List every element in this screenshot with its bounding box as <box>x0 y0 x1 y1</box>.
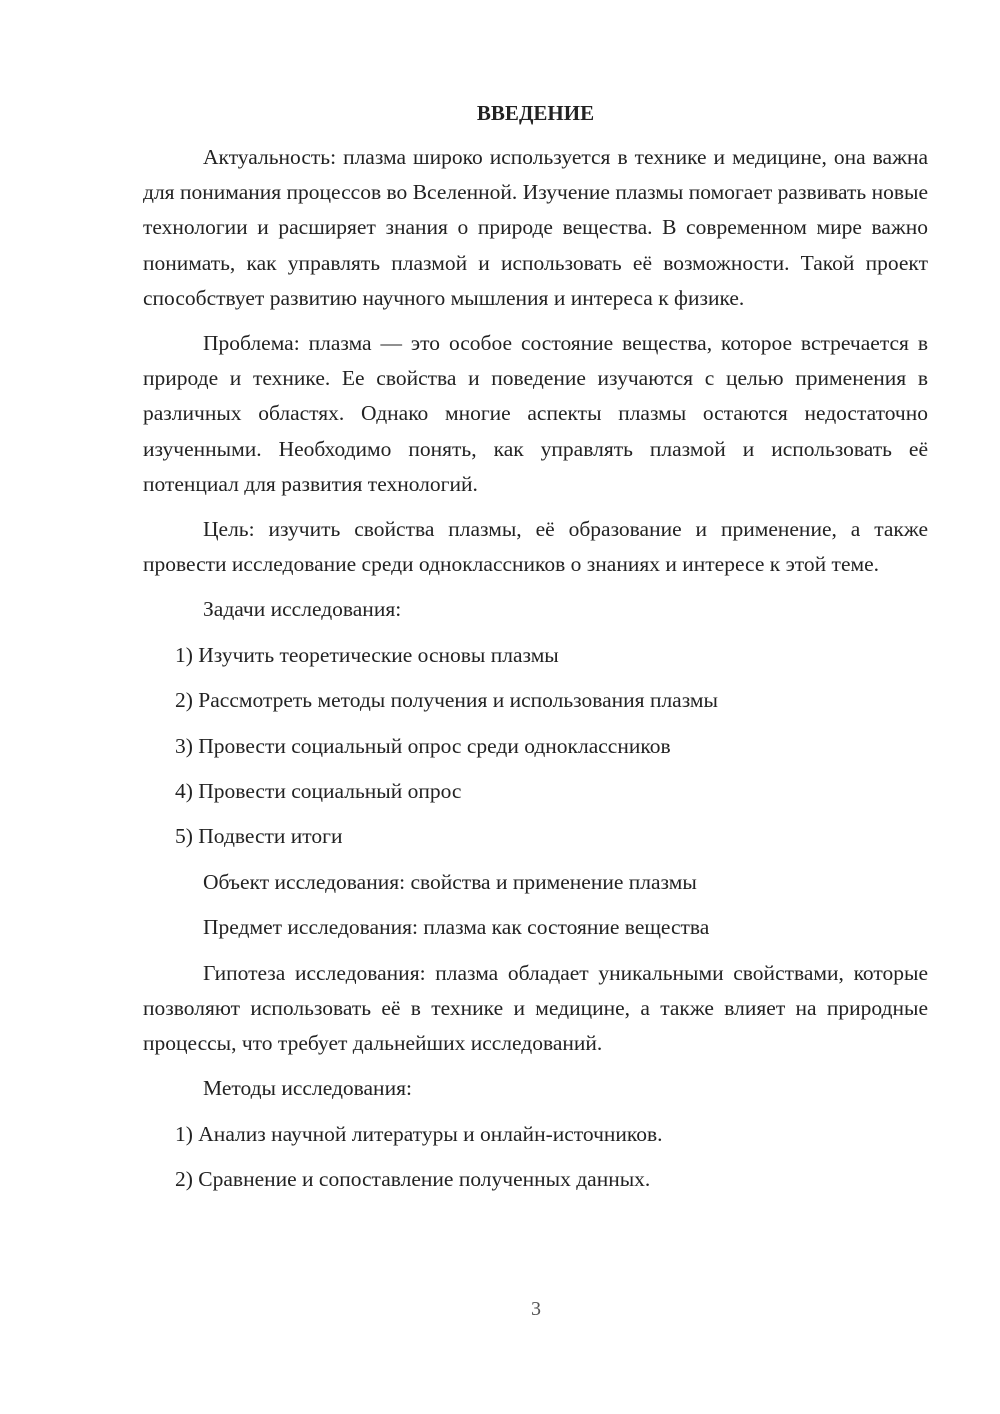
relevance-paragraph: Актуальность: плазма широко используется в технике и медицине, она важна для понимания процессов во Вселенной. Изучение плазмы помогает развивать новые технологии и расширяет знания о природе вещества. В современном мире важно понимать, как управлять плазмой и использовать её возможности. Такой проект способствует развитию научного мышления и интереса к физике. <box>143 145 928 310</box>
methods-heading: Методы исследования: <box>203 1076 412 1101</box>
research-subject: Предмет исследования: плазма как состояние вещества <box>203 915 710 940</box>
page-content <box>143 96 928 1207</box>
section-title: ВВЕДЕНИЕ <box>476 101 595 125</box>
hypothesis-paragraph: Гипотеза исследования: плазма обладает уникальными свойствами, которые позволяют использовать её в технике и медицине, а также влияет на природные процессы, что требует дальнейших исследований. <box>143 960 928 1055</box>
goal-paragraph: Цель: изучить свойства плазмы, её образование и применение, а также провести исследование среди одноклассников о знаниях и интересе к этой теме. <box>143 517 928 577</box>
task-item: 5) Подвести итоги <box>175 824 343 849</box>
task-item: 3) Провести социальный опрос среди одноклассников <box>175 733 671 758</box>
tasks-heading: Задачи исследования: <box>203 597 402 622</box>
page-number: 3 <box>531 1298 541 1320</box>
research-object: Объект исследования: свойства и применение плазмы <box>203 869 697 894</box>
task-item: 4) Провести социальный опрос <box>175 779 462 803</box>
task-item: 2) Рассмотреть методы получения и использования плазмы <box>175 688 718 713</box>
task-item: 1) Изучить теоретические основы плазмы <box>175 642 559 667</box>
method-item: 2) Сравнение и сопоставление полученных данных. <box>175 1166 651 1191</box>
problem-paragraph: Проблема: плазма — это особое состояние вещества, которое встречается в природе и технике. Ее свойства и поведение изучаются с целью применения в различных областях. Однако многие аспекты плазмы остаются недостаточно изученными. Необходимо понять, как управлять плазмой и использовать её потенциал для развития технологий. <box>143 331 928 496</box>
method-item: 1) Анализ научной литературы и онлайн-источников. <box>175 1121 663 1146</box>
